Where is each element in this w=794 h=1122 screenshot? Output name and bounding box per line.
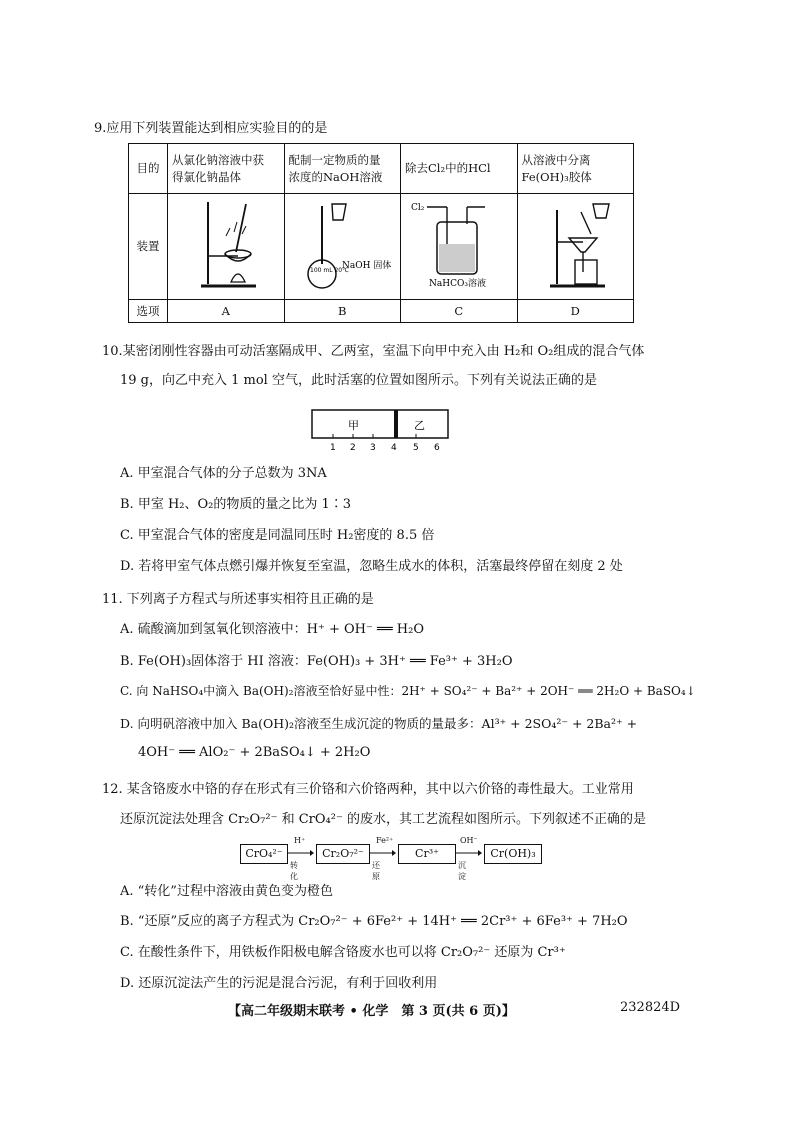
tick-5: 5 [413, 443, 419, 453]
q11-stem: 11. 下列离子方程式与所述事实相符且正确的是 [102, 592, 374, 607]
q11-option-d: D. 向明矾溶液中加入 Ba(OH)₂溶液至生成沉淀的物质的量最多：Al³⁺ + 2SO₄²⁻ + 2Ba²⁺ + [120, 716, 638, 731]
purpose-a: 从氯化钠溶液中获 得氯化钠晶体 [168, 144, 285, 194]
gas-washing-bottle-icon [405, 196, 515, 292]
device-b [284, 194, 401, 300]
svg-text:100 mL 20℃: 100 mL 20℃ [310, 267, 350, 274]
purpose-b: 配制一定物质的量 浓度的NaOH溶液 [284, 144, 401, 194]
chamber-b-label: 乙 [414, 419, 425, 432]
row-label-purpose: 目的 [129, 144, 168, 194]
flow-arrow3-top: OH⁻ [460, 836, 478, 845]
device-c [401, 194, 518, 300]
purpose-d: 从溶液中分离 Fe(OH)₃胶体 [517, 144, 634, 194]
option-label-c: C [401, 300, 518, 323]
page-footer-title: 【高二年级期末联考 • 化学 第 3 页(共 6 页)】 [228, 1004, 515, 1019]
apparatus-table [128, 143, 634, 323]
q10-stem-line2: 19 g，向乙中充入 1 mol 空气，此时活塞的位置如图所示。下列有关说法正确的是 [120, 373, 597, 388]
q10-option-a: A. 甲室混合气体的分子总数为 3NA [120, 466, 327, 481]
q10-option-c: C. 甲室混合气体的密度是同温同压时 H₂密度的 8.5 倍 [120, 528, 435, 543]
evaporation-apparatus-icon [176, 196, 276, 292]
tick-4: 4 [391, 443, 397, 453]
flow-box-croh3: Cr(OH)₃ [484, 844, 542, 864]
page-footer-code: 232824D [620, 1000, 681, 1015]
q12-option-a: A. “转化”过程中溶液由黄色变为橙色 [120, 884, 333, 899]
tick-6: 6 [434, 443, 440, 453]
chamber-a-label: 甲 [348, 419, 359, 432]
q10-option-b: B. 甲室 H₂、O₂的物质的量之比为 1∶3 [120, 497, 352, 512]
q11-option-d-line2: 4OH⁻ ══ AlO₂⁻ + 2BaSO₄↓ + 2H₂O [138, 745, 371, 760]
flow-arrow1-top: H⁺ [294, 836, 306, 845]
flow-arrow3-bottom: 沉淀 [458, 861, 466, 881]
q10-option-d: D. 若将甲室气体点燃引爆并恢复至室温，忽略生成水的体积，活塞最终停留在刻度 2 处 [120, 559, 623, 574]
row-label-device: 装置 [129, 194, 168, 300]
flow-box-cr3: Cr³⁺ [398, 844, 456, 864]
device-a [168, 194, 285, 300]
flow-arrow2-icon [370, 848, 396, 858]
svg-text:NaHCO₃溶液: NaHCO₃溶液 [429, 279, 486, 289]
option-label-a: A [168, 300, 285, 323]
q12-option-b: B. “还原”反应的离子方程式为 Cr₂O₇²⁻ + 6Fe²⁺ + 14H⁺ ══ 2Cr³⁺ + 6Fe³⁺ + 7H₂O [120, 914, 628, 929]
q12-stem-line2: 还原沉淀法处理含 Cr₂O₇²⁻ 和 CrO₄²⁻ 的废水，其工艺流程如图所示。下列叙述不正确的是 [120, 812, 646, 827]
tick-1: 1 [330, 443, 336, 453]
q12-stem-line1: 12. 某含铬废水中铬的存在形式有三价铬和六价铬两种，其中以六价铬的毒性最大。工业常用 [102, 782, 634, 797]
q12-option-c: C. 在酸性条件下，用铁板作阳极电解含铬废水也可以将 Cr₂O₇²⁻ 还原为 Cr³⁺ [120, 945, 566, 960]
device-d [517, 194, 634, 300]
q11-option-c: C. 向 NaHSO₄中滴入 Ba(OH)₂溶液至恰好显中性：2H⁺ + SO₄²⁻ + Ba²⁺ + 2OH⁻ ══ 2H₂O + BaSO₄↓ [120, 684, 696, 698]
q10-stem-line1: 10.某密闭刚性容器由可动活塞隔成甲、乙两室，室温下向甲中充入由 H₂和 O₂组成的混合气体 [102, 344, 645, 359]
q12-option-d: D. 还原沉淀法产生的污泥是混合污泥，有利于回收利用 [120, 976, 438, 991]
purpose-c: 除去Cl₂中的HCl [401, 144, 518, 194]
q11-option-a: A. 硫酸滴加到氢氧化钡溶液中：H⁺ + OH⁻ ══ H₂O [120, 622, 424, 637]
flow-box-cro4: CrO₄²⁻ [240, 844, 288, 864]
tick-3: 3 [370, 443, 376, 453]
filtration-apparatus-icon [525, 196, 625, 292]
q9-stem: 9.应用下列装置能达到相应实验目的的是 [94, 121, 328, 136]
flow-arrow2-bottom: 还原 [372, 861, 380, 881]
tick-2: 2 [350, 443, 356, 453]
svg-text:NaOH 固体: NaOH 固体 [342, 261, 392, 271]
svg-text:Cl₂: Cl₂ [411, 203, 425, 213]
flow-box-cr2o7: Cr₂O₇²⁻ [316, 844, 370, 864]
flow-arrow2-top: Fe²⁺ [376, 836, 394, 845]
q11-option-b: B. Fe(OH)₃固体溶于 HI 溶液：Fe(OH)₃ + 3H⁺ ══ Fe³⁺ + 3H₂O [120, 654, 513, 669]
flow-arrow1-icon [288, 848, 314, 858]
option-label-d: D [517, 300, 634, 323]
flow-arrow1-bottom: 转化 [290, 861, 298, 881]
option-label-b: B [284, 300, 401, 323]
piston-container-diagram [310, 408, 450, 456]
flow-arrow3-icon [456, 848, 482, 858]
volumetric-flask-icon [292, 196, 392, 292]
row-label-option: 选项 [129, 300, 168, 323]
